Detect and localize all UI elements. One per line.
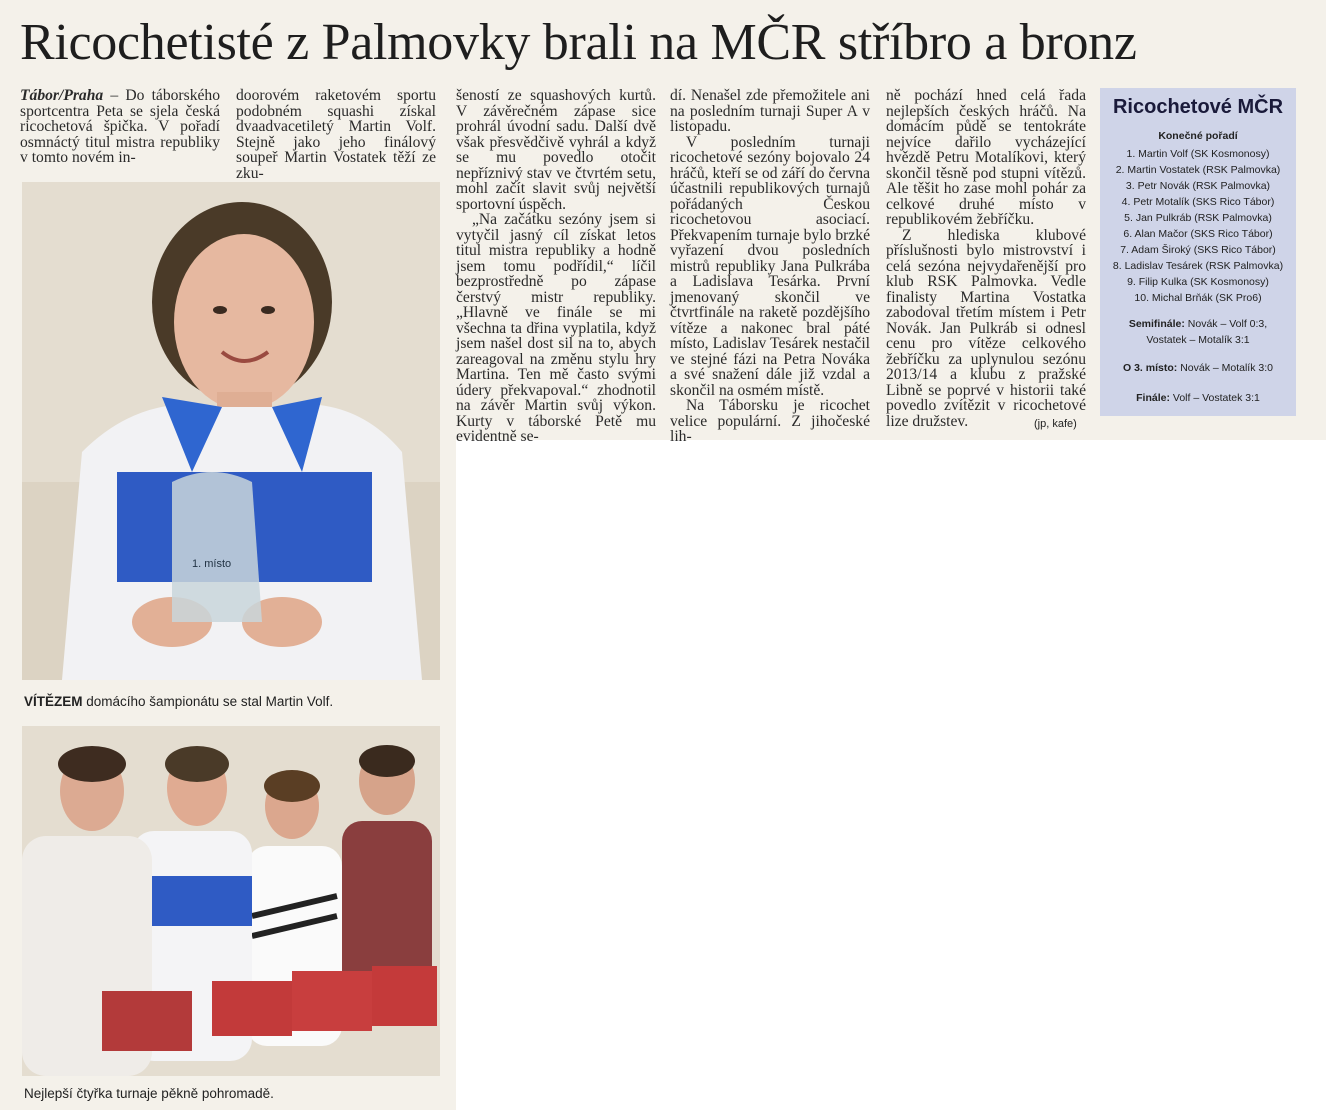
ranking-item: 1. Martin Volf (SK Kosmonosy) (1126, 148, 1270, 160)
column-5-paragraph-2: Z hlediska klubové příslušnosti bylo mistrovství i celá sezóna nejvydařenější pro klub RSK Palmovka. Vedle finalisty Martina Vostatka zabodoval třetím místem i Petr Novák. Jan Pulkráb si odnesl cenu pro vítěze celkového žebříčku za uplynulou sezónu 2013/14 a klubu z pražské Libně se poprvé v historii také povedlo zvítězit v ricochetové lize družstev. (886, 226, 1086, 430)
group-photo (22, 726, 440, 1076)
final: Volf – Vostatek 3:1 (1172, 392, 1260, 404)
group-photo-illustration (22, 726, 440, 1076)
column-4-paragraph-3: Na Táborsku je ricochet velice populární. Z jihočeské lih- (670, 397, 870, 445)
winner-photo-illustration (22, 182, 440, 680)
third-place-result (1100, 362, 1296, 374)
ranking-item: 2. Martin Vostatek (RSK Palmovka) (1115, 164, 1281, 176)
author-signature: (jp, kafe) (1034, 418, 1077, 430)
winner-photo-caption (24, 694, 333, 709)
final-label: Finále: (1136, 392, 1170, 404)
semifinal-result-2: Vostatek – Motalík 3:1 (1146, 334, 1250, 346)
semifinal-result (1100, 318, 1296, 330)
column-3-paragraph-1: šeností ze squashových kurtů. V závěrečném zápase sice prohrál úvodní sadu. Další dvě však přesvědčivě vyhrál a když se mu povedlo otočit nepříznivý stav ve čtvrtém setu, mohl začít slavit svůj největší sportovní úspěch. (456, 87, 656, 213)
column-4-paragraph-2: V posledním turnaji ricochetové sezóny bojovalo 24 hráčů, kteří se od září do června účastnili republikových turnajů pořádaných Českou ricochetovou asociací. Překvapením turnaje bylo brzké vyřazení dvou posledních mistrů republiky Jana Pulkrába a Ladislava Tesárka. První jmenovaný skončil ve čtvrtfinále na raketě pozdějšího vítěze a nakonec bral páté místo, Ladislav Tesárek nestačil ve stejné fázi na Petra Nováka a své snažení dále již vzdal a skončil na osmém místě. (670, 133, 870, 399)
semifinal-label: Semifinále: (1128, 318, 1185, 330)
ranking-item: 6. Alan Mačor (SKS Rico Tábor) (1123, 228, 1273, 240)
ranking-item: 10. Michal Brňák (SK Pro6) (1134, 292, 1262, 304)
ranking-item: 9. Filip Kulka (SK Kosmonosy) (1127, 276, 1269, 288)
article-column-5 (886, 88, 1086, 433)
article-column-4 (670, 87, 870, 445)
trophy-text: 1. místo (192, 558, 232, 570)
dateline: Tábor/Praha (20, 87, 104, 104)
ranking-item: 7. Adam Široký (SKS Rico Tábor) (1120, 244, 1276, 256)
caption-bold: VÍTĚZEM (24, 694, 83, 709)
column-5-paragraph-1: ně pochází hned celá řada nejlepších českých hráčů. Na domácím půdě se tentokráte nejvíce dařilo vycházející hvězdě Petru Motalíkovi, který skončil těsně pod stupni vítězů. Ale těšit ho zase mohl pohár za celkové druhé místo v republikovém žebříčku. (886, 87, 1086, 228)
article-column-3 (456, 87, 656, 445)
winner-photo (22, 182, 440, 680)
third-place: Novák – Motalík 3:0 (1180, 362, 1273, 374)
ranking-item: 8. Ladislav Tesárek (RSK Palmovka) (1112, 260, 1284, 272)
ranking-item: 4. Petr Motalík (SKS Rico Tábor) (1121, 196, 1275, 208)
final-result (1100, 392, 1296, 404)
column-3-paragraph-2: „Na začátku sezóny jsem si vytyčil jasný cíl získat letos titul mistra republiky a hodně jsem tomu podřídil,“ líčil bezprostředně po zápase čerstvý mistr republiky. „Hlavně ve finále se mi všechna ta dřina vyplatila, když jsem našel dost sil na to, abych zareagoval na změnu stylu hry Martina. Ten mě často svými údery překvapoval.“ zhodnotil na závěr Martin svůj výkon. Kurty v táborské Petě mu evidentně se- (456, 211, 656, 445)
column-4-paragraph-1: dí. Nenašel zde přemožitele ani na posledním turnaji Super A v listopadu. (670, 87, 870, 135)
caption-rest: domácího šampionátu se stal Martin Volf. (82, 694, 334, 709)
results-sidebar (1100, 88, 1296, 416)
article-column-2 (236, 87, 436, 182)
article-column-1 (20, 88, 220, 178)
column-2-text: doorovém raketovém sportu podobném squashi získal dvaadvacetiletý Martin Volf. Stejně jako jeho finálový soupeř Martin Vostatek těží ze zku- (236, 87, 436, 182)
sidebar-title: Ricochetové MČR (1112, 96, 1284, 118)
ranking-item: 5. Jan Pulkráb (RSK Palmovka) (1124, 212, 1272, 224)
group-photo-caption: Nejlepší čtyřka turnaje pěkně pohromadě. (24, 1086, 274, 1101)
sidebar-subtitle: Konečné pořadí (1158, 130, 1238, 142)
third-place-label: O 3. místo: (1123, 362, 1178, 374)
semifinal-1: Novák – Volf 0:3, (1187, 318, 1268, 330)
ranking-item: 3. Petr Novák (RSK Palmovka) (1125, 180, 1271, 192)
column-1-text: – Do táborského sportcentra Peta se sjela česká ricochetová špička. V pořadí osmnáctý titul mistra republiky v tomto novém in- (20, 87, 220, 166)
headline: Ricochetisté z Palmovky brali na MČR stříbro a bronz (20, 14, 1137, 71)
